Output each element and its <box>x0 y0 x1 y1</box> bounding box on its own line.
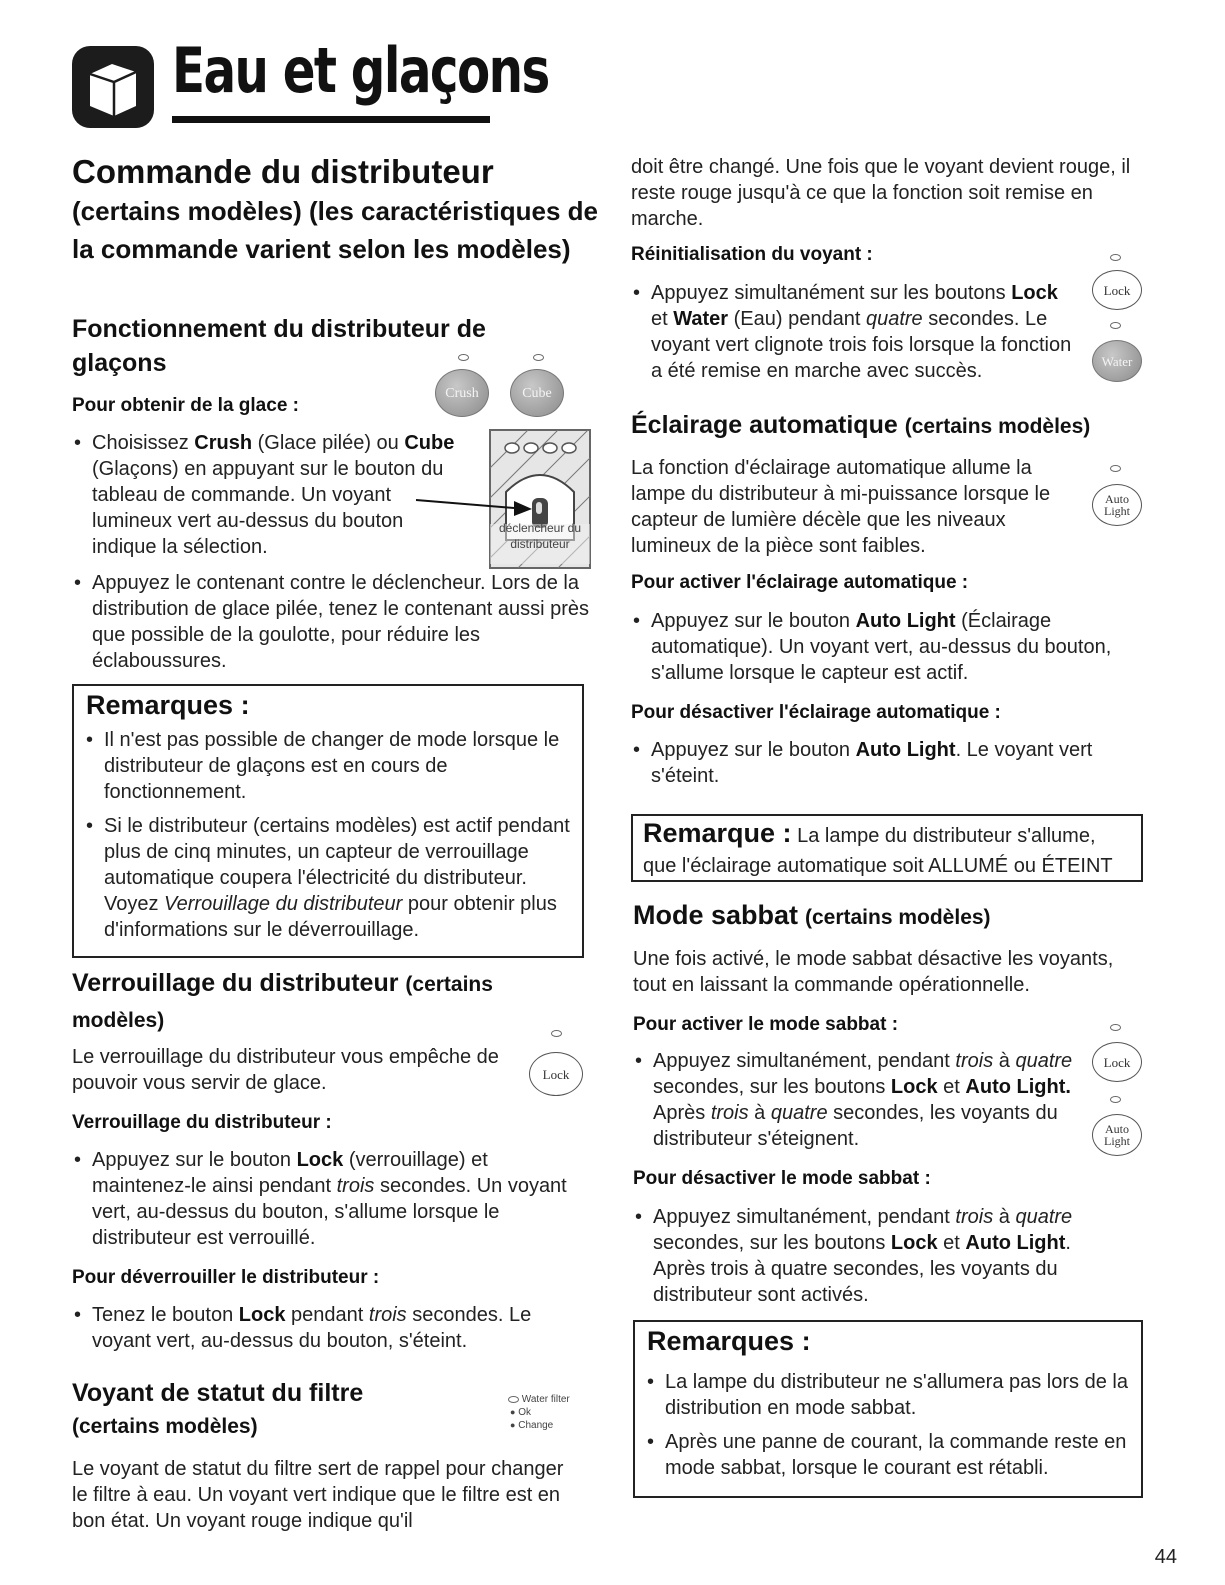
lock-sub1: Verrouillage du distributeur : <box>72 1112 332 1133</box>
reset-lock-led <box>1110 254 1121 261</box>
reset-bullets <box>633 280 1078 392</box>
note-box-2 <box>631 814 1143 882</box>
autolight-sub1: Pour activer l'éclairage automatique : <box>631 572 969 593</box>
note-box-2-text: La lampe du distributeur s'allume, que l'éclairage automatique soit ALLUMÉ ou ÉTEINT <box>643 825 1113 877</box>
sabbath-autolight-led <box>1110 1096 1121 1103</box>
main-subtitle: (certains modèles) (les caractéristiques de la commande varient selon les modèles) <box>72 196 599 264</box>
notes-box-3-item: • Après une panne de courant, la commande reste en mode sabbat, lorsque le courant est rétabli. <box>647 1429 1129 1481</box>
sabbath-bullets-2 <box>635 1204 1115 1316</box>
reset-heading: Réinitialisation du voyant : <box>631 244 873 265</box>
cube-led <box>533 354 544 361</box>
sabbath-sub2: Pour désactiver le mode sabbat : <box>633 1168 931 1189</box>
notes-box-1-item: • Il n'est pas possible de changer de mode lorsque le distributeur de glaçons est en cours de fonctionnement. <box>86 727 570 805</box>
header-rule <box>172 116 490 123</box>
page-number: 44 <box>1154 1546 1177 1568</box>
notes-box-3-item: • La lampe du distributeur ne s'allumera pas lors de la distribution en mode sabbat. <box>647 1369 1129 1421</box>
filter-indicator: Water filter ● Ok ● Change <box>510 1394 570 1431</box>
notes-box-3-list <box>647 1369 1129 1481</box>
ice-subheading: Pour obtenir de la glace : <box>72 395 299 416</box>
notes-box-3-title: Remarques : <box>647 1326 811 1356</box>
filter-heading: Voyant de statut du filtre <box>72 1379 364 1407</box>
autolight-intro: La fonction d'éclairage automatique allume la lampe du distributeur à mi-puissance lorsque le capteur de lumière décèle que les niveaux lumineux de la pièce sont faibles. <box>631 457 1051 557</box>
reset-bullet: • Appuyez simultanément sur les boutons Lock et Water (Eau) pendant quatre secondes. Le voyant vert clignote trois fois lorsque la fonction a été remise en marche avec succès. <box>633 280 1078 384</box>
reset-water-button[interactable]: Water <box>1092 340 1142 382</box>
filter-heading-small: (certains modèles) <box>72 1415 258 1438</box>
lock-heading: Verrouillage du distributeur (certains modèles) <box>72 969 493 1032</box>
lock-led <box>551 1030 562 1037</box>
lock-button[interactable]: Lock <box>529 1052 583 1096</box>
autolight-button[interactable]: Auto Light <box>1092 484 1142 526</box>
lock-bullet: • Appuyez sur le bouton Lock (verrouillage) et maintenez-le ainsi pendant trois secondes. Un voyant vert, au-dessus du bouton, s'allume lorsque le distributeur est verrouillé. <box>74 1147 589 1251</box>
sabbath-off-bullet: • Appuyez simultanément, pendant trois à quatre secondes, sur les boutons Lock et Auto Light. Après trois à quatre secondes, les voyants du distributeur sont activés. <box>635 1204 1115 1308</box>
lock-sub2: Pour déverrouiller le distributeur : <box>72 1267 380 1288</box>
sabbath-lock-led <box>1110 1024 1121 1031</box>
autolight-on-bullet: • Appuyez sur le bouton Auto Light (Éclairage automatique). Un voyant vert, au-dessus du bouton, s'allume lorsque le capteur est actif. <box>633 608 1148 686</box>
lock-bullets-1 <box>74 1147 589 1259</box>
notes-box-1-list <box>86 727 570 943</box>
notes-box-3 <box>633 1320 1143 1498</box>
autolight-heading: Éclairage automatique (certains modèles) <box>631 411 1091 439</box>
ice-heading: Fonctionnement du distributeur de glaçons <box>72 315 486 377</box>
sabbath-sub1: Pour activer le mode sabbat : <box>633 1014 899 1035</box>
notes-box-1-item: • Si le distributeur (certains modèles) est actif pendant plus de cinq minutes, un capteur de verrouillage automatique coupera l'électricité du distributeur. Voyez Verrouillage du distributeur pour obtenir plus d'informations sur le déverrouillage. <box>86 813 570 943</box>
autolight-led <box>1110 465 1121 472</box>
page-header-title: Eau et glaçons <box>172 34 549 107</box>
ice-cube-icon <box>70 44 156 130</box>
autolight-bullets-1 <box>633 608 1148 694</box>
sabbath-intro: Une fois activé, le mode sabbat désactive les voyants, tout en laissant la commande opérationnelle. <box>633 948 1114 996</box>
filter-text-continued: doit être changé. Une fois que le voyant devient rouge, il reste rouge jusqu'à ce que la fonction soit remise en marche. <box>631 156 1131 230</box>
ice-bullets <box>74 430 589 682</box>
lock-bullets-2 <box>74 1302 589 1362</box>
sabbath-heading: Mode sabbat (certains modèles) <box>633 900 991 930</box>
sabbath-lock-button[interactable]: Lock <box>1092 1042 1142 1082</box>
sabbath-bullets-1 <box>635 1048 1080 1160</box>
reset-water-led <box>1110 322 1121 329</box>
reset-lock-button[interactable]: Lock <box>1092 270 1142 310</box>
diagram-label: déclencheur du distributeur <box>498 521 582 551</box>
lock-intro: Le verrouillage du distributeur vous empêche de pouvoir vous servir de glace. <box>72 1046 499 1094</box>
autolight-off-bullet: • Appuyez sur le bouton Auto Light. Le voyant vert s'éteint. <box>633 737 1148 789</box>
unlock-bullet: • Tenez le bouton Lock pendant trois secondes. Le voyant vert, au-dessus du bouton, s'éteint. <box>74 1302 589 1354</box>
crush-led <box>458 354 469 361</box>
cube-button[interactable]: Cube <box>510 369 564 417</box>
filter-text: Le voyant de statut du filtre sert de rappel pour changer le filtre à eau. Un voyant vert indique que le filtre est en bon état. Un voyant rouge indique qu'il <box>72 1458 564 1532</box>
crush-button[interactable]: Crush <box>435 369 489 417</box>
notes-box-1-title: Remarques : <box>86 690 250 720</box>
notes-box-1 <box>72 684 584 958</box>
ice-bullet-press: • Appuyez le contenant contre le déclencheur. Lors de la distribution de glace pilée, tenez le contenant aussi près que possible de la goulotte, pour réduire les éclaboussures. <box>74 570 589 674</box>
sabbath-on-bullet: • Appuyez simultanément, pendant trois à quatre secondes, sur les boutons Lock et Auto Light. Après trois à quatre secondes, les voyants du distributeur s'éteignent. <box>635 1048 1080 1152</box>
water-filter-led <box>508 1396 519 1403</box>
sabbath-autolight-button[interactable]: Auto Light <box>1092 1114 1142 1156</box>
note-box-2-title: Remarque : <box>643 818 792 848</box>
autolight-bullets-2 <box>633 737 1148 797</box>
main-title: Commande du distributeur <box>72 153 494 190</box>
autolight-sub2: Pour désactiver l'éclairage automatique : <box>631 702 1001 723</box>
ice-bullet-select: • Choisissez Crush (Glace pilée) ou Cube (Glaçons) en appuyant sur le bouton du tableau de commande. Un voyant lumineux vert au-dessus du bouton indique la sélection. <box>74 430 472 560</box>
